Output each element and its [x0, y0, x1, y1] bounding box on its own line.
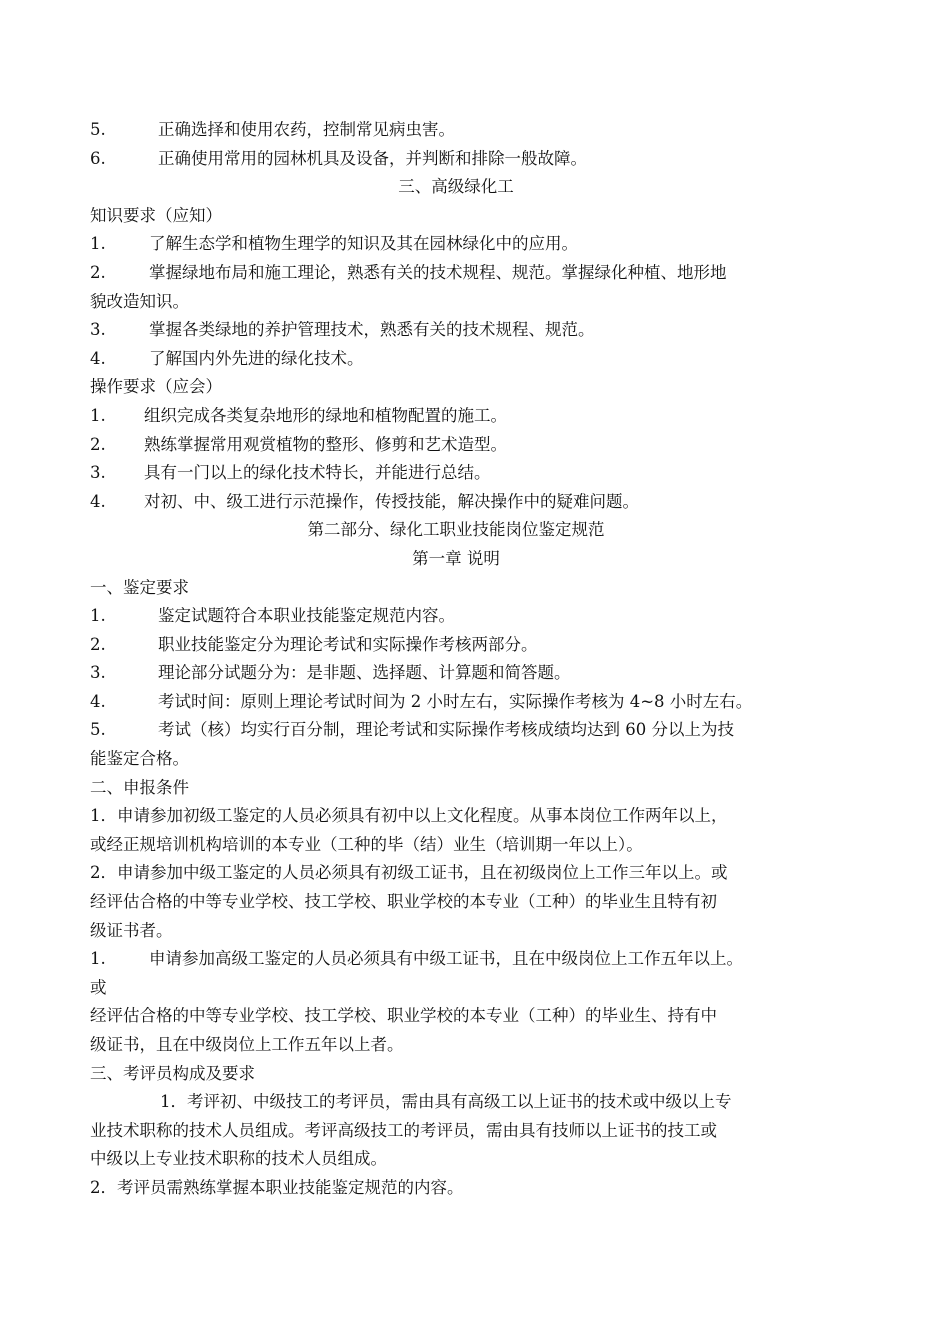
part-heading: 第二部分、绿化工职业技能岗位鉴定规范 [307, 520, 605, 540]
item-number: 4. [90, 348, 106, 368]
paragraph-line: 或经正规培训机构培训的本专业（工种的毕（结）业生（培训期一年以上）。 [90, 834, 643, 854]
item-text: 鉴定试题符合本职业技能鉴定规范内容。 [158, 606, 455, 626]
list-item [90, 659, 822, 688]
item-number: 3. [90, 663, 106, 683]
paragraph-line: 2．申请参加中级工鉴定的人员必须具有初级工证书，且在初级岗位上工作三年以上。或 [90, 863, 728, 883]
item-text: 理论部分试题分为：是非题、选择题、计算题和简答题。 [158, 663, 571, 683]
item-number: 2. [90, 634, 106, 654]
item-number: 2. [90, 262, 106, 282]
item-text: 熟练掌握常用观赏植物的整形、修剪和艺术造型。 [144, 434, 507, 454]
item-text: 考试时间：原则上理论考试时间为 2 小时左右，实际操作考核为 4~8 小时左右。 [158, 691, 753, 711]
subheading: 知识要求（应知） [90, 205, 222, 225]
chapter-heading: 第一章 说明 [412, 548, 500, 568]
paragraph-line: 貌改造知识。 [90, 291, 189, 311]
list-item [90, 688, 822, 717]
item-text: 正确使用常用的园林机具及设备，并判断和排除一般故障。 [158, 148, 587, 168]
paragraph-line: 经评估合格的中等专业学校、技工学校、职业学校的本专业（工种）的毕业生、持有中 [90, 1006, 717, 1026]
item-number: 5. [90, 720, 106, 740]
paragraph-line: 1．申请参加初级工鉴定的人员必须具有初中以上文化程度。从事本岗位工作两年以上， [90, 806, 728, 826]
paragraph-line: 中级以上专业技术职称的技术人员组成。 [90, 1149, 387, 1169]
list-item [90, 259, 822, 288]
item-number: 5. [90, 120, 106, 139]
list-item [90, 945, 822, 974]
paragraph-line: 级证书者。 [90, 920, 173, 940]
item-text: 掌握各类绿地的养护管理技术，熟悉有关的技术规程、规范。 [149, 320, 595, 340]
section-heading: 三、考评员构成及要求 [90, 1063, 255, 1083]
item-number: 1. [90, 405, 106, 425]
section-heading: 一、鉴定要求 [90, 577, 189, 597]
item-text: 了解生态学和植物生理学的知识及其在园林绿化中的应用。 [149, 234, 578, 254]
paragraph-line: 或 [90, 977, 107, 997]
list-item [90, 230, 822, 259]
list-item [90, 402, 822, 431]
list-item [90, 631, 822, 660]
item-text: 掌握绿地布局和施工理论，熟悉有关的技术规程、规范。掌握绿化种植、地形地 [149, 262, 727, 282]
paragraph-line: 级证书，且在中级岗位上工作五年以上者。 [90, 1035, 404, 1054]
item-text: 职业技能鉴定分为理论考试和实际操作考核两部分。 [158, 634, 538, 654]
item-number: 6. [90, 148, 106, 168]
item-text: 考试（核）均实行百分制，理论考试和实际操作考核成绩均达到 60 分以上为技 [158, 720, 734, 740]
item-text: 具有一门以上的绿化技术特长，并能进行总结。 [144, 463, 491, 483]
item-text: 对初、中、级工进行示范操作，传授技能，解决操作中的疑难问题。 [144, 491, 639, 511]
list-item [90, 602, 822, 631]
paragraph-line: 能鉴定合格。 [90, 749, 189, 769]
list-item [90, 116, 822, 145]
item-number: 3. [90, 463, 106, 483]
list-item [90, 459, 822, 488]
list-item [90, 145, 822, 174]
section-heading: 三、高级绿化工 [398, 177, 514, 197]
item-text: 申请参加高级工鉴定的人员必须具有中级工证书，且在中级岗位上工作五年以上。 [149, 949, 743, 969]
item-number: 3. [90, 320, 106, 340]
item-number: 1. [90, 949, 106, 969]
item-number: 2. [90, 434, 106, 454]
item-number: 4. [90, 691, 106, 711]
item-number: 1. [90, 606, 106, 626]
item-number: 1. [90, 234, 106, 254]
item-text: 了解国内外先进的绿化技术。 [149, 348, 364, 368]
subheading: 操作要求（应会） [90, 377, 222, 397]
list-item [90, 345, 822, 374]
paragraph-line: 2．考评员需熟练掌握本职业技能鉴定规范的内容。 [90, 1177, 464, 1197]
paragraph-line: 业技术职称的技术人员组成。考评高级技工的考评员，需由具有技师以上证书的技工或 [90, 1120, 717, 1140]
paragraph-line: 经评估合格的中等专业学校、技工学校、职业学校的本专业（工种）的毕业生且特有初 [90, 892, 717, 912]
item-text: 正确选择和使用农药，控制常见病虫害。 [158, 120, 455, 139]
list-item [90, 716, 822, 745]
list-item [90, 488, 822, 517]
item-number: 4. [90, 491, 106, 511]
section-heading: 二、申报条件 [90, 777, 189, 797]
list-item [90, 431, 822, 460]
list-item [90, 316, 822, 345]
item-text: 组织完成各类复杂地形的绿地和植物配置的施工。 [144, 405, 507, 425]
paragraph-line: 1．考评初、中级技工的考评员，需由具有高级工以上证书的技术或中级以上专 [160, 1092, 732, 1112]
